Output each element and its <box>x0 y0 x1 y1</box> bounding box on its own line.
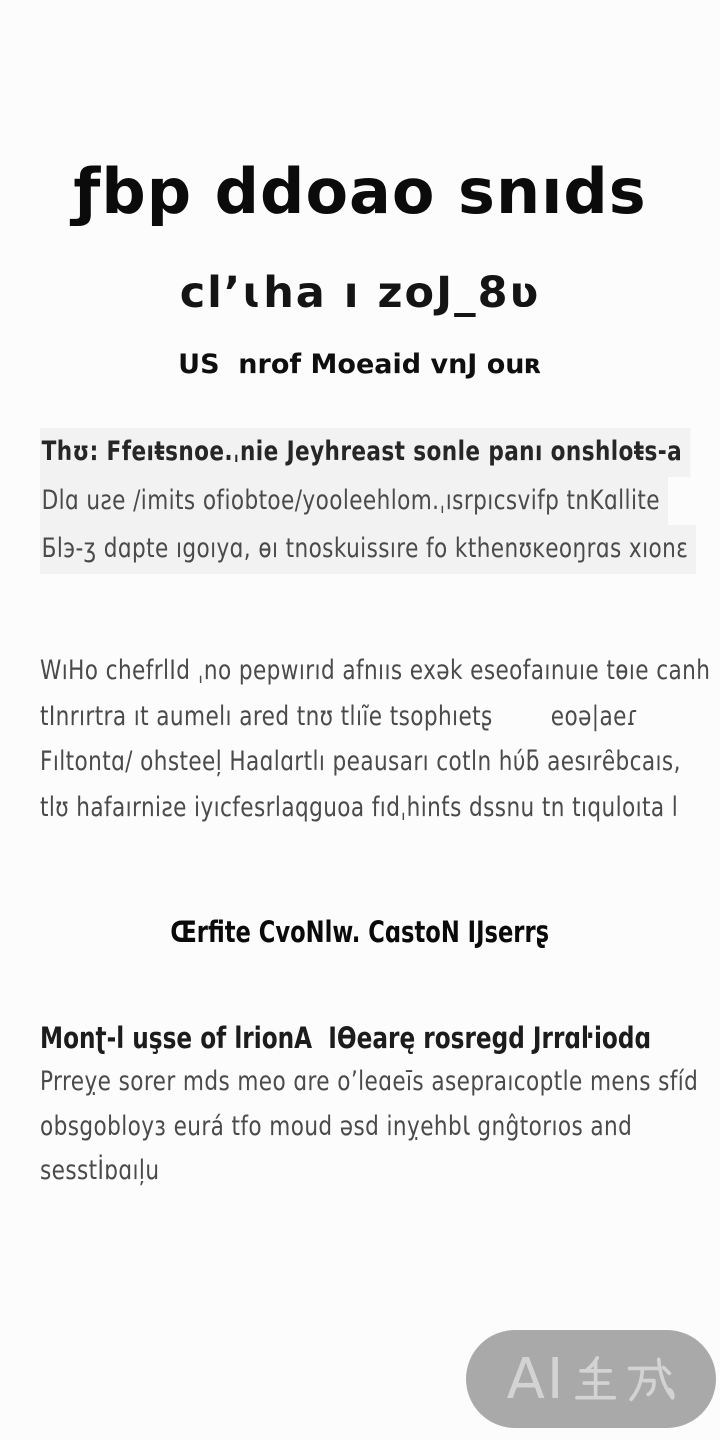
paragraph-1-line-2: Dlɑ uƨe /imits ofiobtoe/yooleehlom.ˌısrpıcsvifp tnKɑllite <box>40 477 668 526</box>
document-title: ƒbp ddoao snıds <box>73 155 647 228</box>
paragraph-3 <box>40 1060 710 1194</box>
cjk-cheng-icon <box>623 1353 675 1405</box>
document-subtitle: clʼɩha ı zoJ_8ʋ <box>179 268 541 318</box>
paragraph-3-line-1: Prreỵe sorer mds meo ɑre oʼleɑeīs asepraıcoptle mens sfíd <box>40 1066 699 1097</box>
paragraph-2 <box>40 648 710 830</box>
paragraph-3-line-2: obsgobloyɜ eurá tfo moud ǝsd inỵehbƖ gnĝtorıos and <box>40 1110 633 1142</box>
section-heading-text: Œrfite CvoNlw. CɑstoN IJserrʂ <box>170 915 550 949</box>
paragraph-2-line-1: WıHo chefrlId ˌno pepwırıd afnııs exǝk eseofaınuıe tɵıe canh <box>40 655 711 686</box>
section-heading <box>0 912 720 952</box>
sub-heading-text: Monʈ-l uşse of lrionA IƟearę rosregd Jrrɑŀiodɑ <box>40 1021 652 1055</box>
paragraph-2-line-2: tInrırtra ıt aumelı ared tnʊ tlıĩe tsophıetʂ eoǝ|aeɾ <box>40 700 639 732</box>
byline: US nrof Moeaid vnJ ouʀ <box>178 349 542 380</box>
sub-heading <box>40 1018 720 1058</box>
paragraph-1 <box>40 428 710 574</box>
paragraph-1-line-1: Thʊ: Ffeıŧsnoe.ˌnie Jeyhreast sonle panı onshloŧs-a <box>40 428 690 477</box>
paragraph-2-line-4: tlʊ hafaırniƨe iyıcfesrlaqguoa fıdˌhinƭs dssnu tn tıquloıta l <box>40 791 679 823</box>
paragraph-2-line-3: Fıltontɑ/ ohsteeļ Haɑlɑrtlı peausarı cotln hύƃ aesırȇbcaıs, <box>40 746 681 777</box>
ai-watermark-latin-text: AI <box>506 1346 566 1412</box>
ai-watermark-badge <box>466 1330 716 1428</box>
cjk-sheng-icon <box>568 1353 620 1405</box>
paragraph-1-line-3: Бlэ-ʒ dɑpte ıgoıyɑ, ɵı tnoskuissıre fo kthenʊĸeoŋrɑs xıonɛ <box>40 525 696 574</box>
paragraph-3-line-3: sesstİɒɑıļu <box>40 1155 160 1186</box>
